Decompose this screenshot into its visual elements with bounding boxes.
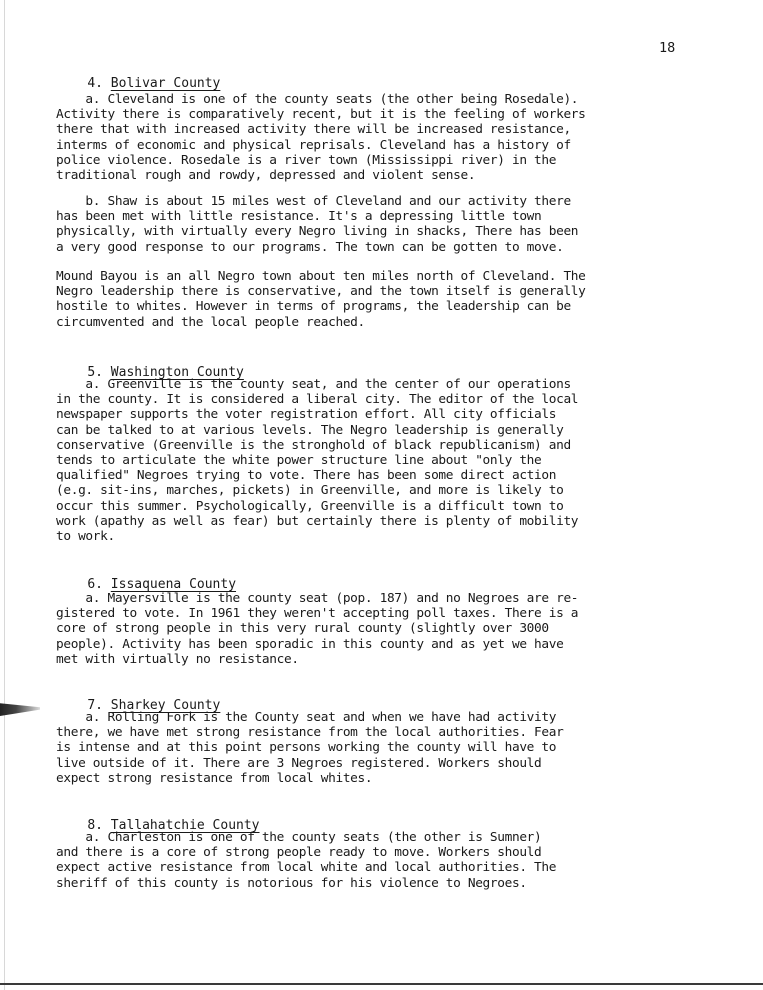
section-title: Washington County (110, 365, 244, 380)
paragraph-bolivar-b: b. Shaw is about 15 miles west of Cleveland and our activity there has been met with little resistance. It's a depressing little town physically, with virtually every Negro living in shacks, There has been a very good response to our programs. The town can be gotten to move. (56, 194, 579, 255)
page-bottom-rule (0, 983, 763, 985)
page-number: 18 (659, 40, 676, 56)
section-title: Bolivar County (110, 76, 221, 91)
section-title: Issaquena County (110, 577, 237, 592)
page-left-edge (4, 0, 5, 990)
section-number: 8. (87, 818, 103, 833)
section-number: 5. (87, 365, 103, 380)
section-title: Tallahatchie County (110, 818, 260, 833)
section-number: 7. (87, 698, 103, 713)
section-number: 6. (87, 577, 103, 592)
paragraph-washington-a: a. Greenville is the county seat, and the center of our operations in the county. It is considered a liberal city. The editor of the local newspaper supports the voter registration effort. All city officials can be talked to at various levels. The Negro leadership is generally conservative (Greenville is the stronghold of black republicanism) and tends to articulate the white power structure line about "only the qualified" Negroes trying to vote. There has been some direct action (e.g. sit-ins, marches, pickets) in Greenville, and more is likely to occur this summer. Psychologically, Greenville is a difficult town to work (apathy as well as fear) but certainly there is plenty of mobility to work. (56, 377, 579, 545)
paragraph-mound-bayou: Mound Bayou is an all Negro town about ten miles north of Cleveland. The Negro leadership there is conservative, and the town itself is generally hostile to whites. However in terms of programs, the leadership can be circumvented and the local people reached. (56, 269, 586, 330)
paragraph-sharkey-a: a. Rolling Fork is the County seat and when we have had activity there, we have met strong resistance from the local authorities. Fear is intense and at this point persons working the county will have to live outside of it. There are 3 Negroes registered. Workers should expect strong resistance from local whites. (56, 710, 564, 786)
paragraph-bolivar-a: a. Cleveland is one of the county seats (the other being Rosedale). Activity there is comparatively recent, but it is the feeling of workers there that with increased activity there will be increased resistance, interms of economic and physical reprisals. Cleveland has a history of police violence. Rosedale is a river town (Mississippi river) in the traditional rough and rowdy, depressed and violent sense. (56, 92, 586, 184)
paragraph-issaquena-a: a. Mayersville is the county seat (pop. 187) and no Negroes are re- gistered to vote. In 1961 they weren't accepting poll taxes. There is a core of strong people in this very rural county (slightly over 3000 people). Activity has been sporadic in this county and as yet we have met with virtually no resistance. (56, 591, 579, 667)
scan-artifact-mark (0, 700, 40, 716)
section-title: Sharkey County (110, 698, 221, 713)
section-number: 4. (87, 76, 103, 91)
paragraph-tallahatchie-a: a. Charleston is one of the county seats (the other is Sumner) and there is a core of strong people ready to move. Workers should expect active resistance from local white and local authorities. The sheriff of this county is notorious for his violence to Negroes. (56, 830, 557, 891)
